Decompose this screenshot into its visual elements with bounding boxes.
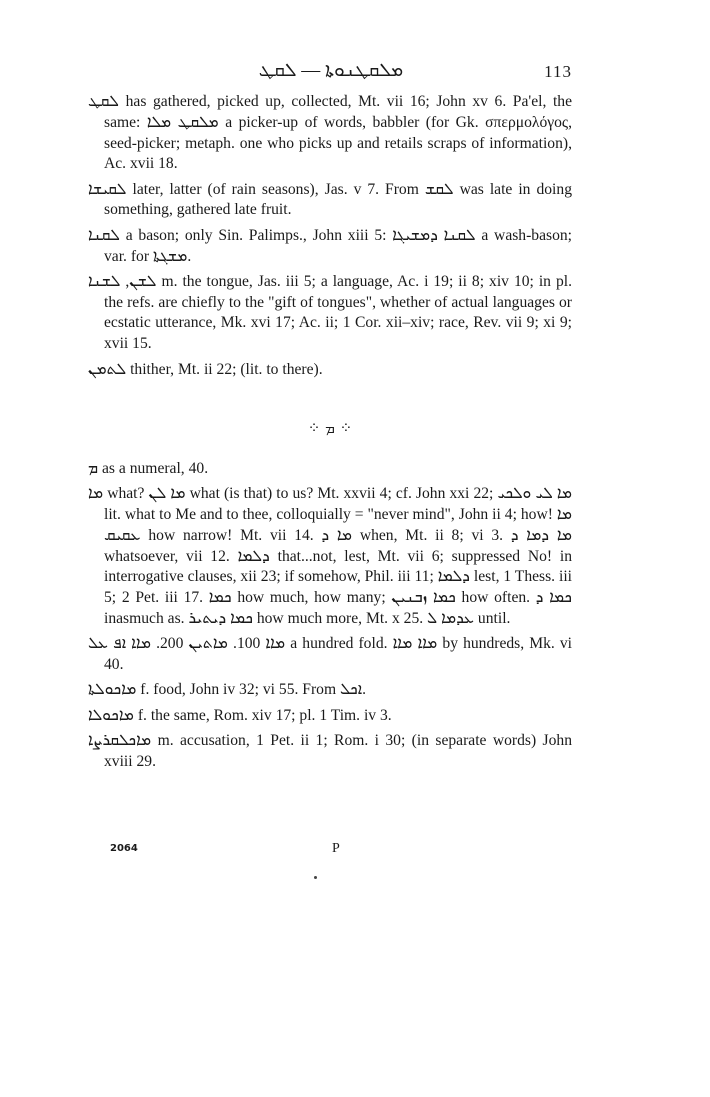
entry-numeral: ܡ as a numeral, 40. [88,459,209,477]
page-header [90,58,572,88]
page-footer [110,843,410,863]
entry-accusation: ܡܐܟܠܩܪܨܐ m. accusation, 1 Pet. ii 1; Rom. i 30; (in separate words) John xviii 29. [88,731,572,770]
entry-later: ܠܩܝܫܐ later, latter (of rain seasons), Jas. v 7. From ܠܩܫ was late in doing something, gathered late fruit. [88,180,572,219]
running-head: ܡܠܩܛܢܘܬܐ — ܠܩܛ [258,60,404,81]
signature-letter: P [332,841,340,856]
entry-hundred: ܡܐܐ 100. ܡܐܬܝܢ 200. ܡܐܐ ܐܦ ܥܠ a hundred fold. ܡܐܐ ܡܐܐ by hundreds, Mk. vi 40. [88,635,573,674]
section-heading-mim: ⁘ ܡ ⁘ [307,418,353,437]
print-dot [314,876,317,879]
entry-thither: ܠܬܡܢ thither, Mt. ii 22; (lit. to there). [88,360,323,378]
dictionary-entries [88,92,572,777]
entry-food-same: ܡܐܟܘܠܐ f. the same, Rom. xiv 17; pl. 1 Tim. iv 3. [88,706,392,724]
entry-tongue: ܠܫܢ, ܠܫܢܐ m. the tongue, Jas. iii 5; a language, Ac. i 19; ii 8; xiv 10; in pl. the refs. are chiefly to the "gift of tongues", whether of actual languages or ecstatic utterance, Mk. xvi 17; Ac. ii; 1 Cor. xii–xiv; race, Rev. vii 9; xi 9; xvii 15. [88,272,572,353]
entry-what: ܡܐ what? ܡܐ ܠܢ what (is that) to us? Mt. xxvii 4; cf. John xxi 22; ܡܐ ܠܝ ܘܠܟܝ lit. what to Me and to thee, colloquially = "never mind", John ii 4; how! ܡܐ ܥܩܝܩ how narrow! Mt. vii 14. ܡܐ ܕ when, Mt. ii 8; vi 3. ܡܐ ܕܡܐ ܕ whatsoever, vii 12. ܕܠܡܐ that...not, lest, Mt. vii 6; suppressed No! in interrogative clauses, xii 23; if somehow, Phil. iii 11; ܕܠܡܐ lest, 1 Thess. iii 5; 2 Pet. iii 17. ܟܡܐ how much, how many; ܟܡܐ ܙܒܢܝܢ how often. ܟܡܐ ܕ inasmuch as. ܟܡܐ ܕܝܬܝܪ how much more, Mt. x 25. ܥܕܡܐ ܠ until. [88,485,573,627]
page-number: 113 [544,62,572,81]
entry-bason: ܠܩܢܐ a bason; only Sin. Palimps., John xiii 5: ܠܩܢܐ ܕܡܫܝܓܐ a wash-bason; var. for ܡܫܓܬܐ. [88,226,573,265]
entry-food: ܡܐܟܘܠܬܐ f. food, John iv 32; vi 55. From ܐܟܠ. [88,681,367,699]
entry-gathered: ܠܩܛ has gathered, picked up, collected, Mt. vii 16; John xv 6. Pa'el, the same: ܡܠܩܛ ܡܠܐ a picker-up of words, babbler (for Gk. σπερμολόγος, seed-picker; metaph. one who picks up and retails scraps of information), Ac. xvii 18. [88,93,572,173]
printer-signature: 2064 [110,843,138,854]
